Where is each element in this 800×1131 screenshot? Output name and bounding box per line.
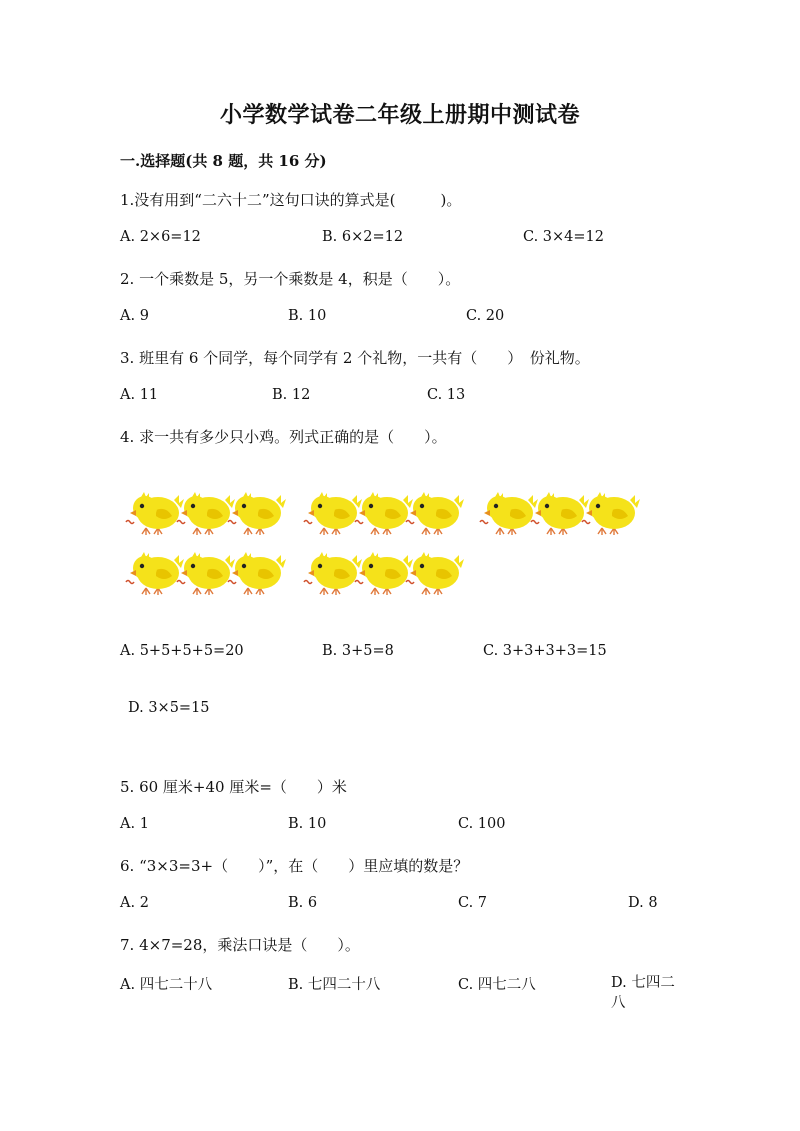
q6-option-a[interactable]: A. 2 bbox=[120, 895, 149, 911]
question-3: 3. 班里有 6 个同学，每个同学有 2 个礼物，一共有（ ） 份礼物。 bbox=[120, 349, 590, 367]
chick-icon bbox=[355, 552, 413, 595]
section-heading: 一.选择题(共 8 题，共 16 分) bbox=[120, 152, 327, 170]
q7-option-a[interactable]: A. 四七二十八 bbox=[120, 977, 213, 993]
chick-icon bbox=[531, 492, 589, 535]
question-5: 5. 60 厘米+40 厘米=（ ）米 bbox=[120, 778, 347, 796]
q4-option-c[interactable]: C. 3+3+3+3=15 bbox=[483, 643, 607, 659]
q6-option-b[interactable]: B. 6 bbox=[288, 895, 318, 911]
chick-icon bbox=[177, 552, 235, 595]
chick-icon bbox=[228, 492, 286, 535]
q7-option-b[interactable]: B. 七四二十八 bbox=[288, 977, 381, 993]
q3-option-b[interactable]: B. 12 bbox=[272, 387, 311, 403]
chick-icon bbox=[480, 492, 538, 535]
q7-option-c[interactable]: C. 四七二八 bbox=[458, 977, 536, 993]
q3-option-c[interactable]: C. 13 bbox=[427, 387, 466, 403]
chick-icon bbox=[304, 552, 362, 595]
q6-option-c[interactable]: C. 7 bbox=[458, 895, 488, 911]
q5-option-c[interactable]: C. 100 bbox=[458, 816, 506, 832]
question-2: 2. 一个乘数是 5，另一个乘数是 4，积是（ ）。 bbox=[120, 270, 461, 288]
q2-option-a[interactable]: A. 9 bbox=[120, 308, 149, 324]
chicks-figure bbox=[124, 482, 644, 598]
q1-option-a[interactable]: A. 2×6=12 bbox=[120, 229, 201, 245]
chick-icon bbox=[126, 492, 184, 535]
q4-option-d[interactable]: D. 3×5=15 bbox=[128, 700, 210, 716]
q4-option-b[interactable]: B. 3+5=8 bbox=[322, 643, 394, 659]
q4-option-a[interactable]: A. 5+5+5+5=20 bbox=[120, 643, 244, 659]
question-4: 4. 求一共有多少只小鸡。列式正确的是（ ）。 bbox=[120, 428, 447, 446]
q5-option-a[interactable]: A. 1 bbox=[120, 816, 149, 832]
question-6: 6. “3×3=3+（ ）”，在（ ）里应填的数是？ bbox=[120, 857, 469, 875]
chick-icon bbox=[304, 492, 362, 535]
chick-icon bbox=[406, 552, 464, 595]
q6-option-d[interactable]: D. 8 bbox=[628, 895, 658, 911]
q1-option-c[interactable]: C. 3×4=12 bbox=[523, 229, 604, 245]
q2-option-b[interactable]: B. 10 bbox=[288, 308, 327, 324]
chick-icon bbox=[406, 492, 464, 535]
page-title: 小学数学试卷二年级上册期中测试卷 bbox=[219, 102, 580, 128]
q5-option-b[interactable]: B. 10 bbox=[288, 816, 327, 832]
chick-icon bbox=[582, 492, 640, 535]
chick-icon bbox=[177, 492, 235, 535]
chick-icon bbox=[355, 492, 413, 535]
question-7: 7. 4×7=28，乘法口诀是（ ）。 bbox=[120, 936, 360, 954]
q3-option-a[interactable]: A. 11 bbox=[120, 387, 159, 403]
chick-icon bbox=[228, 552, 286, 595]
q2-option-c[interactable]: C. 20 bbox=[466, 308, 505, 324]
chick-icon bbox=[126, 552, 184, 595]
q1-option-b[interactable]: B. 6×2=12 bbox=[322, 229, 404, 245]
question-1: 1.没有用到“二六十二”这句口诀的算式是( )。 bbox=[120, 191, 462, 209]
q7-option-d[interactable]: D. 七四二八 bbox=[611, 975, 675, 1011]
